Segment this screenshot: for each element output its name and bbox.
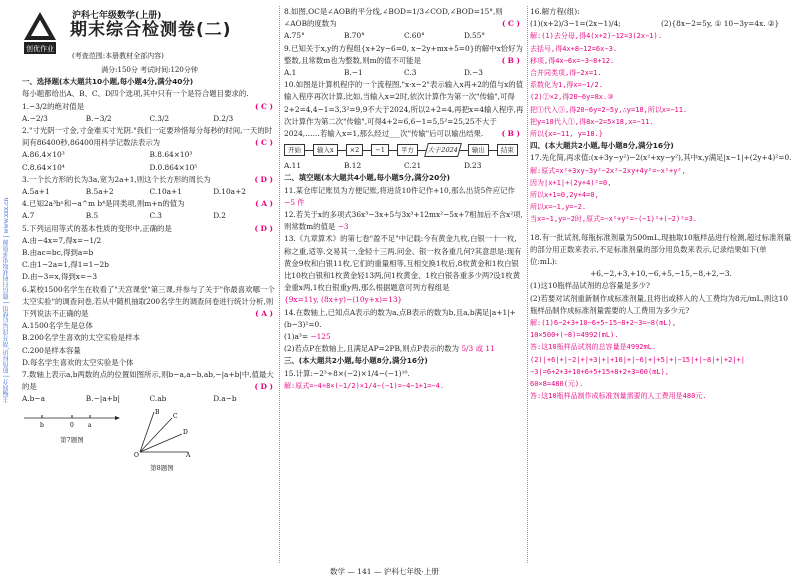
question-16: 16.解方程(组): — [530, 7, 580, 16]
question-9: 9.已知关于x,y的方程组{x+2y−6=0, x−2y+mx+5=0}的解中x恰好为整数,且常数m也为整数,则m的值不可能是 ( B ) — [284, 43, 524, 67]
option: C.200是样本容量 — [22, 345, 81, 355]
answer-fill: −3 — [337, 222, 349, 232]
column-divider — [527, 6, 528, 563]
solution-line: 当x=−1,y=−2时,原式=−x²+y²=−(−1)²+(−2)²=3. — [530, 215, 698, 224]
logo-icon — [22, 10, 58, 58]
solution: 解:原式=−4÷8×(−1/2)×1/4−(−1)=−4−1+1=−4. — [284, 381, 445, 390]
figure-caption: 第7题图 — [60, 435, 84, 444]
question-15: 15.计算:−2³÷8×(−2)×1/4−(−1)¹⁰. — [284, 368, 410, 378]
option: B.由ac=bc,得到a=b — [22, 248, 94, 258]
figure-7 — [22, 408, 122, 474]
svg-text:b: b — [40, 421, 44, 429]
question-18-1: (1)这10瓶样品试剂的总容量是多少? — [530, 281, 650, 291]
sub-questions: (1)(x+2)/3−1=(2x−1)/4; (2){8x−2=5y, ① 10−3y=4x. ②} — [530, 19, 780, 29]
options: A.1 B.−1 C.3 D.−3 — [284, 68, 483, 78]
options: A.b−a B.−|a+b| C.ab D.a−b — [22, 394, 237, 404]
question-14-2: (2)若点P在数轴上,且满足AP=2PB,则点P表示的数为 5/3 或 11 — [284, 344, 495, 354]
paper-header — [22, 6, 277, 64]
question-18: 18.有一批试剂,每瓶标准剂量为500mL,现抽取10瓶样品进行检测,超过标准剂量的部分用正数来表示,不足标准剂量的部分用负数来表示,记录结果如下(单位:mL): — [530, 232, 792, 267]
options: A.−2/3 B.−3/2 C.3/2 D.2/3 — [22, 113, 234, 123]
answer-mark: ( D ) — [254, 382, 273, 392]
section-heading: 二、填空题(本大题共4小题,每小题5分,满分20分) — [284, 173, 450, 183]
flow-output: 输出 — [468, 144, 489, 156]
options: A.86.4×10³ B.8.64×10³ C.8.64×10⁴ D.0.864×10⁵ — [22, 150, 198, 172]
figure-8 — [132, 408, 192, 474]
answer-mark: ( A ) — [255, 199, 273, 209]
question-17: 17.先化简,再求值:(x+3y−y²)−2(x²+xy−y²),其中x,y满足|x−1|+(2y+4)²=0. — [530, 153, 792, 163]
answer-fill: {9x=11y, (8x+y)−(10y+x)=13} — [284, 295, 403, 305]
answer-fill: −125 — [310, 332, 331, 342]
figure-caption: 第8题图 — [150, 463, 174, 472]
answer-mark: ( B ) — [501, 129, 520, 139]
flow-end: 结束 — [497, 144, 518, 156]
svg-text:D: D — [183, 428, 188, 436]
option: B.200名学生喜欢的太空实验是样本 — [22, 333, 140, 343]
option: A.1500名学生是总体 — [22, 321, 93, 331]
question-10: 10.如图是计算机程序的一个流程图,"x·x−2"表示输入x再+2的值与x的值输入程序再次计算,比如,当输入x=2时,依次计算作为第一次"传输",可得2+2=4,4−1=3,3²=9,9不大于2024,所以2+2=4,再把x=4输入程序,再次计算作为第二次"传输",可得4+2=6,6−1=5,5²=25,25不大于2024,……若输入x=1,那么经过___次"传输"后可以输出结果. ( B ) — [284, 79, 524, 140]
options: A.7 B.5 C.3 D.2 — [22, 211, 226, 221]
question-13: 13.《九章算术》的第七卷"盈不足"中记载:今有黄金九枚,白银一十一枚,称之重,适等.交易其一,金轻十三两.问金、银一枚各重几何?其意思是:现有黄金9枚和白银11枚,它们的重量相等,互相交换1枚后,8枚黄金和1枚白银比10枚白银和1枚黄金轻13两,问1枚黄金、1枚白银各重多少两?设1枚黄金重x两,1枚白银重y两,那么根据题意可列方程组是 — [284, 234, 522, 293]
options: A.5a+1 B.5a+2 C.10a+1 D.10a+2 — [22, 187, 246, 197]
question-1: ( C ) 1.−3/2的绝对值是 — [22, 101, 277, 113]
question-11: 11.某仓库记账员为方便记账,将进货10件记作+10,那么出货5件应记作 −5 件 — [284, 185, 515, 207]
section-heading: 三、(本大题共2小题,每小题8分,满分16分) — [284, 356, 428, 366]
solution-line: (2)|+6|+|−2|+|+3|+|+10|+|−6|+|+5|+|−15|+|−8|+|+2|+|−3|=6+2+3+10+6+5+15+8+2+3=60(mL), — [530, 355, 745, 376]
solution-line: 答:这10瓶样品制作成标准剂量需要的人工费用是480元. — [530, 392, 707, 401]
flow-decision: 大于2024 — [424, 143, 462, 157]
solution-line: 合并同类项,得−2x=1. — [530, 69, 602, 78]
solution-line: 把y=18代入①,得8x−2=5×18,x=−11. — [530, 117, 654, 126]
question-3: 3.一个长方形的长为3a,宽为2a+1,则这个长方形的周长为 ( D ) — [22, 174, 277, 186]
svg-text:a: a — [88, 421, 92, 429]
question-18-2: (2)若要对试剂重新制作成标准剂量,且将出或移入的人工费均为8元/mL,则这10瓶样品制作成标准剂量需要的人工费用为多少元? — [530, 293, 789, 315]
answer-mark: ( C ) — [254, 138, 273, 148]
solution-line: 所以x=−1,y=−2. — [530, 203, 587, 212]
data-list: +6,−2,+3,+10,−6,+5,−15,−8,+2,−3. — [590, 269, 732, 279]
solution-line: (2)②×2,得20−6y=8x.③ — [530, 93, 614, 102]
flow-step: 平方 — [397, 144, 418, 156]
solution-line: 解:(1)去分母,得4(x+2)−12=3(2x−1). — [530, 32, 662, 41]
solution-line: 去括号,得4x+8−12=6x−3. — [530, 44, 618, 53]
options: A.75° B.70° C.60° D.55° — [284, 31, 486, 41]
logo-text: 创优作业 — [26, 45, 54, 53]
side-vertical-text: 主编简介 | 防伪标识,刮开涂层后使用 | 微信扫码获取更多资源 | www.xxx.cn — [3, 197, 10, 403]
solution-line: 解:原式=x²+3xy−3y²−2x²−2xy+4y²=−x²+y², — [530, 166, 686, 175]
solution-line: 系数化为1,得x=−1/2. — [530, 81, 603, 90]
options: A.11 B.12 C.21 D.23 — [284, 161, 482, 171]
column-3 — [530, 6, 792, 567]
number-line-figure — [22, 408, 122, 430]
angle-figure — [132, 408, 192, 458]
section-intro: 每小题都给出A、B、C、D四个选项,其中只有一个是符合题目要求的. — [22, 89, 249, 99]
svg-text:C: C — [173, 412, 178, 420]
flow-step: ×2 — [346, 144, 364, 156]
column-1 — [22, 6, 277, 567]
solution-line: 答:这10瓶样品试剂的总容量是4992mL. — [530, 343, 657, 352]
answer-mark: ( C ) — [501, 19, 520, 29]
flow-start: 开始 — [284, 144, 305, 156]
option: D.由−3=x,得到x=−3 — [22, 272, 98, 282]
answer-mark: ( A ) — [255, 309, 273, 319]
option: C.由1−2a=1,得1=1−2b — [22, 260, 109, 270]
solution-line: 因为|x+1|+(2y+4)²=0, — [530, 178, 612, 187]
column-2 — [284, 6, 524, 567]
question-2: 2."寸光阴一寸金,寸金难买寸光阴."我们一定要珍惜每分每秒的时间,一天的时间有86400秒,86400用科学记数法表示为 ( C ) — [22, 125, 277, 149]
question-14-1: (1)a³= −125 — [284, 332, 331, 342]
question-4: 4.已知2a³bⁿ和−a^m b⁴是同类项,则m+n的值为 ( A ) — [22, 198, 277, 210]
solution-line: 把①代入③,得20−6y=2−5y,∴y=18,所以x=−11. — [530, 105, 688, 114]
page-title: 期末综合检测卷(二) — [70, 20, 232, 40]
answer-fill: −5 件 — [284, 197, 305, 207]
flow-step: −1 — [371, 144, 389, 156]
svg-text:O: O — [134, 451, 139, 458]
section-heading: 四、(本大题共2小题,每小题8分,满分16分) — [530, 141, 674, 151]
svg-text:0: 0 — [70, 421, 74, 429]
question-7: 7.数轴上表示a,b两数的点的位置如图所示,则b−a,a−b,ab,−|a+b|中,值最大的是 ( D ) — [22, 369, 277, 393]
question-5: 5.下列运用等式的基本性质的变形中,正确的是 ( D ) — [22, 223, 277, 235]
question-8: 8.如图,OC是∠AOB的平分线,∠BOD=1/3∠COD,∠BOD=15°,则∠AOB的度数为 ( C ) — [284, 6, 524, 30]
column-divider — [279, 6, 280, 563]
question-14: 14.在数轴上,已知点A表示的数为a,点B表示的数为b,且a,b满足|a+1|+(b−3)²=0. — [284, 307, 516, 329]
solution-line: 解:(1)6−2+3+10−6+5−15−8+2−3=−8(mL), — [530, 319, 677, 328]
solution-line: 10×500+(−8)=4992(mL). — [530, 331, 619, 340]
flow-input: 输入x — [313, 144, 338, 156]
exam-scope: (考查范围:本册教材全部内容) — [72, 52, 164, 60]
answer-mark: ( C ) — [254, 101, 273, 111]
page-footer: 数学 — 141 — 沪科七年级·上册 — [330, 567, 439, 576]
question-12: 12.若关于x的多项式36x³−3x+5与3x³+12mx²−5x+7相加后不含x²项,则常数m的值是 −3 — [284, 210, 523, 232]
solution-line: 移项,得4x−6x=−3−8+12. — [530, 56, 615, 65]
exam-meta: 满分:150分 考试时间:120分钟 — [101, 66, 198, 74]
answer-fill: 5/3 或 11 — [461, 344, 495, 354]
answer-mark: ( D ) — [254, 174, 273, 184]
flowchart — [284, 143, 524, 157]
option: A.由−4x=7,得x=−1/2 — [22, 235, 102, 245]
section-heading: 一、选择题(本大题共10小题,每小题4分,满分40分) — [22, 77, 194, 87]
solution-line: 60×8=480(元). — [530, 380, 584, 389]
answer-mark: ( B ) — [501, 55, 520, 65]
option: D.每名学生喜欢的太空实验是个体 — [22, 357, 134, 367]
svg-text:A: A — [186, 451, 191, 458]
solution-line: 所以{x=−11, y=18.} — [530, 130, 604, 139]
series-name: 沪科七年级数学(上册) — [72, 11, 162, 21]
answer-mark: ( D ) — [254, 223, 273, 233]
solution-line: 所以x+1=0,2y+4=0, — [530, 191, 599, 200]
figures — [22, 408, 277, 474]
question-6: 6.某校1500名学生在收看了"天宫课堂"第三课,并参与了关于"你最喜欢哪一个太空实验"的调查问卷,若从中随机抽取200名学生的调查问卷进行统计分析,则下列说法不正确的是 ( A ) — [22, 284, 277, 321]
svg-text:B: B — [155, 408, 160, 416]
